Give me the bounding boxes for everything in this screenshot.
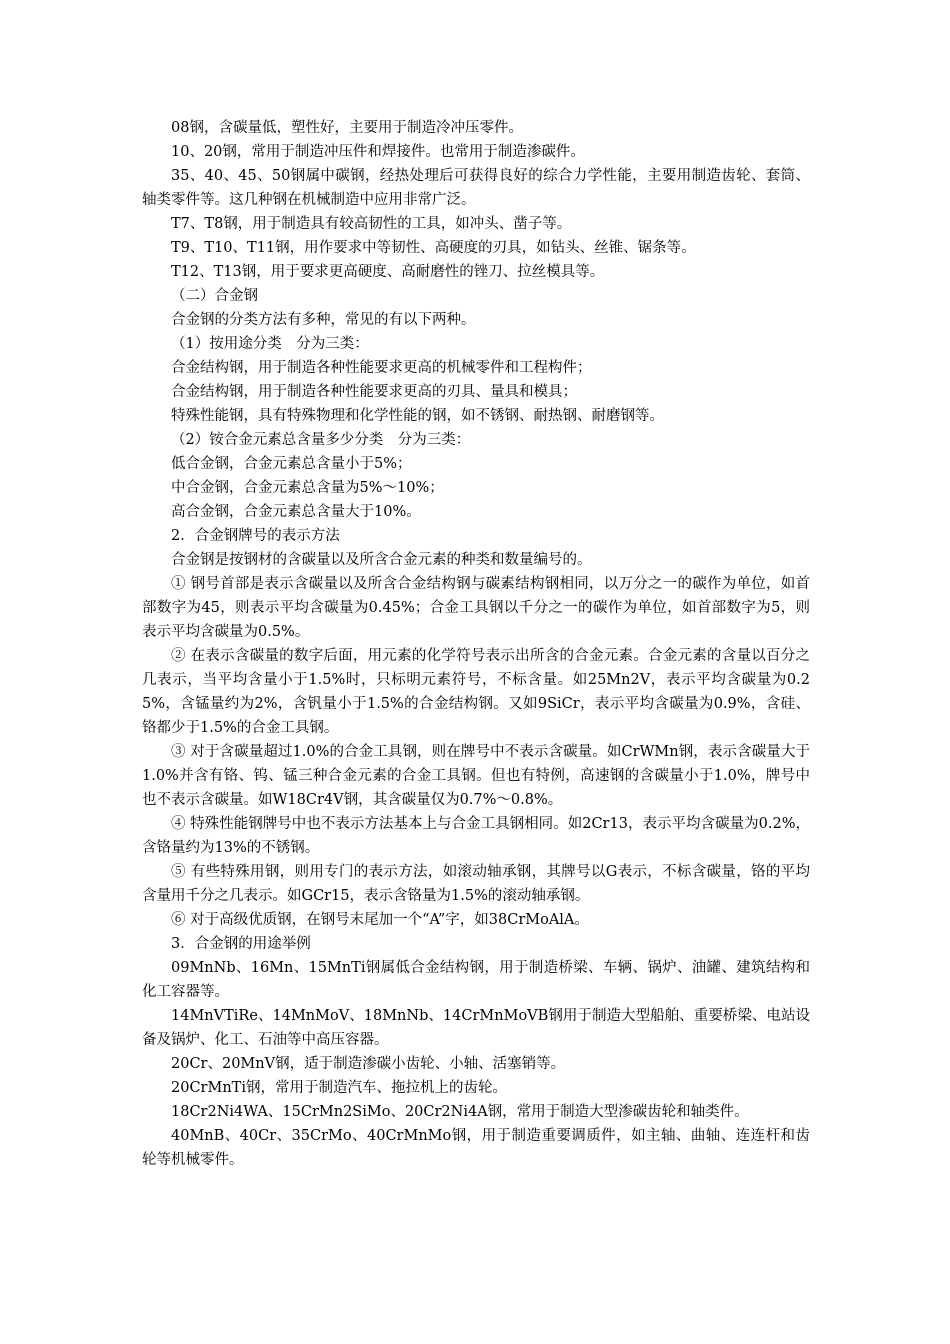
paragraph: T9、T10、T11钢，用作要求中等韧性、高硬度的刃具，如钻头、丝锥、锯条等。 <box>171 240 696 256</box>
section-heading: （二）合金钢 <box>171 288 258 304</box>
paragraph: ⑤ 有些特殊用钢，则用专门的表示方法，如滚动轴承钢，其牌号以G表示，不标含碳量，铬的平均含量用千分之几表示。如GCr15，表示含铬量为1.5%的滚动轴承钢。 <box>142 864 810 904</box>
paragraph: ③ 对于含碳量超过1.0%的合金工具钢，则在牌号中不表示含碳量。如CrWMn钢，表示含碳量大于1.0%并含有铬、钨、锰三种合金元素的合金工具钢。但也有特例，高速钢的含碳量小于1.0%，牌号中也不表示含碳量。如W18Cr4V钢，其含碳量仅为0.7%～0.8%。 <box>142 744 810 808</box>
paragraph: 合金结构钢，用于制造各种性能要求更高的机械零件和工程构件； <box>171 360 592 376</box>
paragraph: 中合金钢，合金元素总含量为5%～10%； <box>171 480 444 496</box>
section-heading: 3．合金钢的用途举例 <box>171 936 311 952</box>
paragraph: 35、40、45、50钢属中碳钢，经热处理后可获得良好的综合力学性能，主要用制造齿轮、套筒、轴类零件等。这几种钢在机械制造中应用非常广泛。 <box>142 168 810 208</box>
paragraph: 09MnNb、16Mn、15MnTi钢属低合金结构钢，用于制造桥梁、车辆、锅炉、油罐、建筑结构和化工容器等。 <box>142 960 810 1000</box>
paragraph: T12、T13钢，用于要求更高硬度、高耐磨性的锉刀、拉丝模具等。 <box>171 264 605 280</box>
paragraph: 08钢，含碳量低，塑性好，主要用于制造冷冲压零件。 <box>171 120 523 136</box>
subheading: （2）铵合金元素总含量多少分类 分为三类： <box>171 432 471 448</box>
paragraph: ② 在表示含碳量的数字后面，用元素的化学符号表示出所含的合金元素。合金元素的含量以百分之几表示，当平均含量小于1.5%时，只标明元素符号，不标含量。如25Mn2V，表示平均含碳量为0.25%，含锰量约为2%，含钒量小于1.5%的合金结构钢。又如9SiCr，表示平均含碳量为0.9%，含硅、铬都少于1.5%的合金工具钢。 <box>142 648 810 736</box>
paragraph: 10、20钢，常用于制造冲压件和焊接件。也常用于制造渗碳件。 <box>171 144 585 160</box>
paragraph: 高合金钢，合金元素总含量大于10%。 <box>171 504 421 520</box>
paragraph: 14MnVTiRe、14MnMoV、18MnNb、14CrMnMoVB钢用于制造大型船舶、重要桥梁、电站设备及锅炉、化工、石油等中高压容器。 <box>142 1008 810 1048</box>
document-body <box>142 116 810 1172</box>
subheading: （1）按用途分类 分为三类： <box>171 336 369 352</box>
paragraph: 18Cr2Ni4WA、15CrMn2SiMo、20Cr2Ni4A钢，常用于制造大型渗碳齿轮和轴类件。 <box>171 1104 749 1120</box>
paragraph: 特殊性能钢，具有特殊物理和化学性能的钢，如不锈钢、耐热钢、耐磨钢等。 <box>171 408 664 424</box>
paragraph: ④ 特殊性能钢牌号中也不表示方法基本上与合金工具钢相同。如2Cr13，表示平均含碳量为0.2%，含铬量约为13%的不锈钢。 <box>142 816 810 856</box>
paragraph: 20CrMnTi钢，常用于制造汽车、拖拉机上的齿轮。 <box>171 1080 507 1096</box>
paragraph: 40MnB、40Cr、35CrMo、40CrMnMo钢，用于制造重要调质件，如主轴、曲轴、连连杆和齿轮等机械零件。 <box>142 1128 810 1168</box>
paragraph: 20Cr、20MnV钢，适于制造渗碳小齿轮、小轴、活塞销等。 <box>171 1056 566 1072</box>
paragraph: ① 钢号首部是表示含碳量以及所含合金结构钢与碳素结构钢相同，以万分之一的碳作为单位，如首部数字为45，则表示平均含碳量为0.45%；合金工具钢以千分之一的碳作为单位，如首部数字为5，则表示平均含碳量为0.5%。 <box>142 576 810 640</box>
paragraph: ⑥ 对于高级优质钢，在钢号末尾加一个“A”字，如38CrMoAlA。 <box>171 912 589 928</box>
paragraph: 低合金钢，合金元素总含量小于5%； <box>171 456 412 472</box>
paragraph: 合金钢的分类方法有多种，常见的有以下两种。 <box>171 312 476 328</box>
paragraph: 合金结构钢，用于制造各种性能要求更高的刃具、量具和模具； <box>171 384 577 400</box>
paragraph: 合金钢是按钢材的含碳量以及所含合金元素的种类和数量编号的。 <box>171 552 592 568</box>
paragraph: T7、T8钢，用于制造具有较高韧性的工具，如冲头、凿子等。 <box>171 216 572 232</box>
section-heading: 2．合金钢牌号的表示方法 <box>171 528 340 544</box>
